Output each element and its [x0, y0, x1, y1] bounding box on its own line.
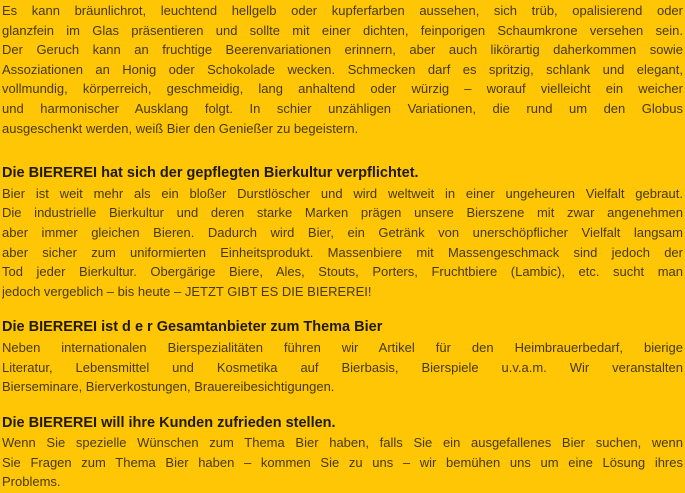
- section-gesamtanbieter: [2, 318, 683, 396]
- paragraph-line: Wenn Sie spezielle Wünschen zum Thema Bier haben, falls Sie ein ausgefallenes Bier suchen, wenn: [2, 435, 683, 451]
- paragraph-line: Es kann bräunlichrot, leuchtend hellgelb oder kupferfarben aussehen, sich trüb, opalisierend oder: [2, 3, 683, 18]
- section-bierkultur: [2, 164, 683, 301]
- section-heading-kunden: Die BIEREREI will ihre Kunden zufrieden stellen.: [2, 414, 336, 431]
- intro-paragraph: [2, 1, 683, 138]
- paragraph-line: Die industrielle Bierkultur und deren starke Marken prägen unsere Bierszene mit zwar angenehmen: [2, 205, 683, 221]
- paragraph-line: Literatur, Lebensmittel und Kosmetika auf Bierbasis, Bierspiele u.v.a.m. Wir veranstalten: [2, 359, 683, 375]
- paragraph-line: aber immer gleichen Bieren. Dadurch wird Bier, ein Getränk von unerschöpflicher Vielfalt langsam: [2, 224, 683, 240]
- paragraph-line: aber sicher zum uniformierten Einheitsprodukt. Massenbiere mit Massengeschmack sind jedoch der: [2, 244, 683, 260]
- paragraph-line: Assoziationen an Honig oder Schokolade wecken. Schmecken darf es spritzig, schlank und elegant,: [2, 61, 683, 77]
- paragraph-line: vollmundig, körperreich, geschmeidig, lang anhaltend oder würzig – worauf vielleicht ein weicher: [2, 81, 683, 97]
- section-heading-gesamtanbieter: Die BIEREREI ist d e r Gesamtanbieter zum Thema Bier: [2, 319, 383, 336]
- paragraph-line: glanzfein im Glas präsentieren und sollte mit einer dichten, feinporigen Schaumkrone versehen sein.: [2, 22, 683, 38]
- section-kunden: [2, 414, 683, 492]
- paragraph-line: Neben internationalen Bierspezialitäten führen wir Artikel für den Heimbrauerbedarf, bierige: [2, 339, 683, 355]
- paragraph-line: Sie Fragen zum Thema Bier haben – kommen Sie zu uns – wir bemühen uns um eine Lösung ihres: [2, 454, 683, 470]
- paragraph-line: Bier ist weit mehr als ein bloßer Durstlöscher und wird weltweit in einer ungeheuren Vielfalt gebraut.: [2, 185, 683, 201]
- section-heading-bierkultur: Die BIEREREI hat sich der gepflegten Bierkultur verpflichtet.: [2, 165, 419, 182]
- paragraph-line: Bierseminare, Bierverkostungen, Brauereibesichtigungen.: [2, 379, 335, 395]
- paragraph-line: und harmonischer Ausklang folgt. In schier unzähligen Variationen, die rund um den Globus: [2, 100, 683, 116]
- paragraph-line: ausgeschenkt werden, weiß Bier den Genießer zu begeistern.: [2, 120, 359, 136]
- paragraph-line: Der Geruch kann an fruchtige Beerenvariationen erinnern, aber auch likörartig daherkommen sowie: [2, 42, 683, 58]
- paragraph-line: Problems.: [2, 474, 61, 490]
- paragraph-line: jedoch vergeblich – bis heute – JETZT GIBT ES DIE BIEREREI!: [2, 283, 372, 299]
- paragraph-line: Tod jeder Bierkultur. Obergärige Biere, Ales, Stouts, Porters, Fruchtbiere (Lambic), etc. sucht man: [2, 264, 683, 280]
